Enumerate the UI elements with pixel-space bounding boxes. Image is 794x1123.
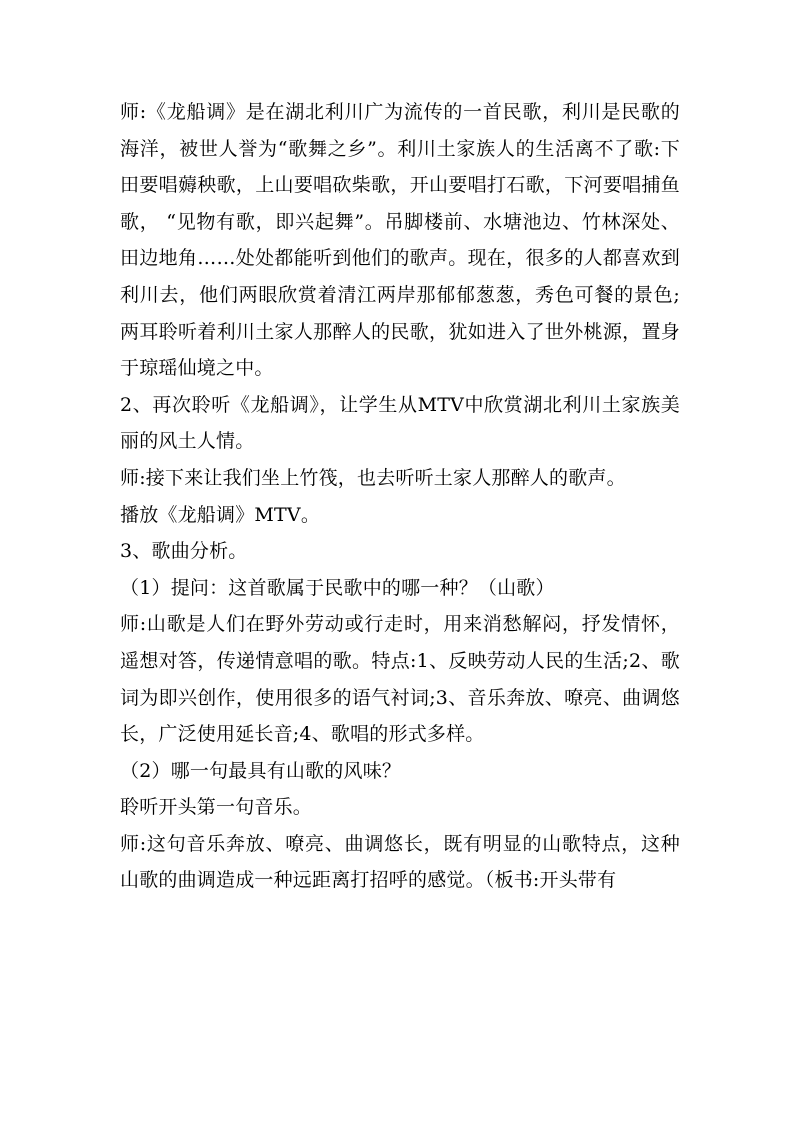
paragraph-step-3: 3、歌曲分析。 xyxy=(120,540,248,563)
paragraph-step-2: 2、再次聆听《龙船调》，让学生从MTV中欣赏湖北利川土家族美丽的风土人情。 xyxy=(120,393,680,453)
paragraph-listen-opening: 聆听开头第一句音乐。 xyxy=(120,796,313,819)
paragraph-play-mtv: 播放《龙船调》MTV。 xyxy=(120,503,321,526)
paragraph-opening-analysis: 师:这句音乐奔放、嘹亮、曲调悠长，既有明显的山歌特点，这种山歌的曲调造成一种远距离打招呼的感觉。（板书:开头带有 xyxy=(120,832,680,892)
paragraph-question-2: （2）哪一句最具有山歌的风味？ xyxy=(120,759,402,782)
paragraph-teacher-bamboo-raft: 师:接下来让我们坐上竹筏，也去听听土家人那醉人的歌声。 xyxy=(120,466,626,489)
paragraph-intro: 师:《龙船调》是在湖北利川广为流传的一首民歌，利川是民歌的海洋，被世人誉为“歌舞之乡”。利川土家族人的生活离不了歌:下田要唱薅秧歌，上山要唱砍柴歌，开山要唱打石歌，下河要唱捕鱼歌， “见物有歌，即兴起舞”。吊脚楼前、水塘池边、竹林深处、田边地角……处处都能听到他们的歌声。现在，很多的人都喜欢到利川去，他们两眼欣赏着清江两岸那郁郁葱葱，秀色可餐的景色;两耳聆听着利川土家人那醉人的民歌，犹如进入了世外桃源，置身于琼瑶仙境之中。 xyxy=(120,101,680,380)
document-page xyxy=(120,94,680,899)
paragraph-mountain-song-features: 师:山歌是人们在野外劳动或行走时，用来消愁解闷，抒发情怀，遥想对答，传递情意唱的歌。特点:1、反映劳动人民的生活;2、歌词为即兴创作，使用很多的语气衬词;3、音乐奔放、嘹亮、曲调悠长，广泛使用延长音;4、歌唱的形式多样。 xyxy=(120,613,680,746)
paragraph-question-1: （1）提问：这首歌属于民歌中的哪一种？（山歌） xyxy=(120,576,555,599)
